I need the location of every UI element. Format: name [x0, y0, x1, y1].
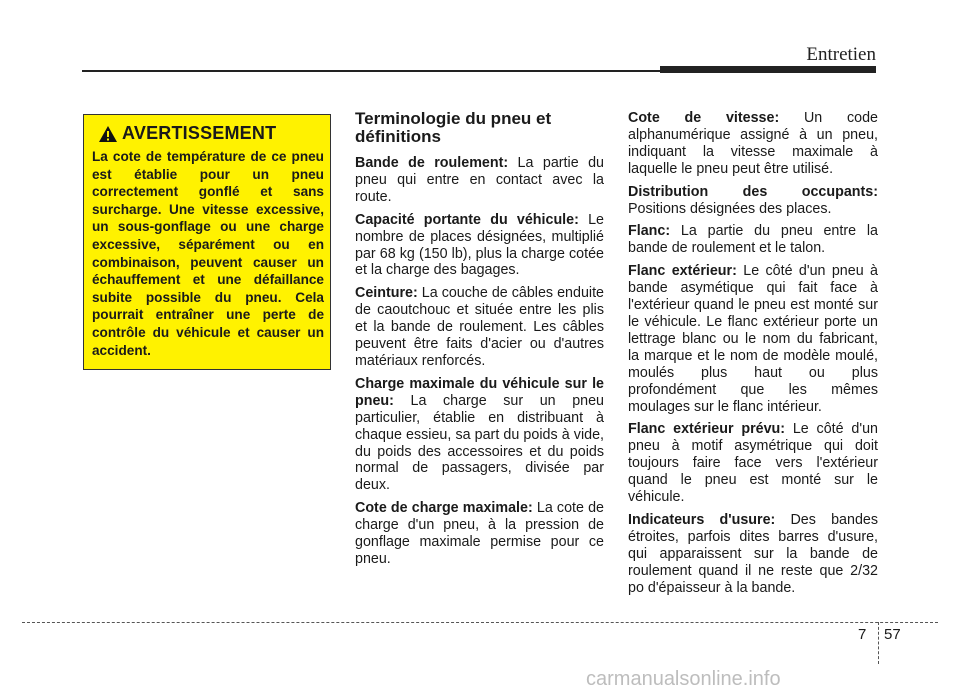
- definition-term: Bande de roulement:: [355, 155, 509, 171]
- footer-divider: [878, 622, 879, 664]
- definition-text: La couche de câbles enduite de caoutchouc et située entre les plis et la bande de roulement. Les câbles peuvent être faits d'acier ou d'autres matériaux renforcés.: [355, 285, 604, 369]
- definition-term: Charge maximale du véhicule sur le pneu:: [355, 375, 604, 409]
- chapter-number: 7: [858, 626, 867, 643]
- definition-text: La charge sur un pneu particulier, établie en distribuant à chaque essieu, sa part du poids à vide, du poids des accessoires et du poids normal de passagers, divisée par deux.: [355, 392, 604, 494]
- definition-term: Distribution des occupants:: [628, 183, 878, 200]
- definition-entry: [355, 376, 604, 494]
- definition-term: Flanc extérieur prévu:: [628, 421, 786, 438]
- definition-term: Ceinture:: [355, 285, 418, 302]
- watermark: carmanualsonline.info: [586, 668, 781, 690]
- definition-term: Flanc:: [628, 223, 671, 240]
- definition-term: Flanc extérieur:: [628, 263, 737, 280]
- header-rule-accent: [660, 66, 876, 73]
- definition-term: Cote de vitesse:: [628, 110, 780, 126]
- definition-entry: [628, 512, 878, 597]
- middle-column: [355, 110, 604, 574]
- footer-rule: [22, 622, 938, 623]
- definition-text: Le côté d'un pneu à bande asymétique qui fait face à l'extérieur quand le pneu est monté sur le véhicule. Le flanc extérieur porte un lettrage blanc ou le nom du fabricant, la marque et le nom de modèle moulé, moulés plus haut ou plus profondément que les mêmes moulages sur le flanc intérieur.: [628, 263, 878, 415]
- definition-entry: [628, 184, 878, 218]
- definition-term: Cote de charge maximale:: [355, 500, 533, 517]
- right-column: [628, 110, 878, 602]
- definition-entry: [355, 155, 604, 206]
- page-number: 57: [884, 626, 901, 643]
- page-header-title: Entretien: [806, 44, 876, 65]
- warning-title: AVERTISSEMENT: [122, 123, 277, 143]
- definition-text: Des bandes étroites, parfois dites barres d'usure, qui apparaissent sur la bande de roulement quand il ne reste que 2/32 po d'épaisseur à la bande.: [628, 511, 878, 596]
- definition-text: La partie du pneu qui entre en contact avec la route.: [355, 155, 604, 205]
- definition-text: Le nombre de places désignées, multiplié par 68 kg (150 lb), plus la charge cotée et la charge des bagages.: [355, 211, 604, 279]
- definition-text: Un code alphanumérique assigné à un pneu, indiquant la vitesse maximale à laquelle le pneu peut être utilisé.: [628, 110, 878, 177]
- definition-entry: [628, 223, 878, 257]
- definition-entry: [355, 285, 604, 370]
- definition-term: Indicateurs d'usure:: [628, 511, 776, 528]
- definition-text: La partie du pneu entre la bande de roulement et le talon.: [628, 223, 878, 257]
- header-rule: [82, 70, 664, 72]
- definition-entry: [628, 263, 878, 415]
- definition-entry: [355, 212, 604, 280]
- definition-text: Le côté d'un pneu à motif asymétrique qui doit toujours faire face vers l'extérieur quand le pneu est monté sur le véhicule.: [628, 421, 878, 506]
- definition-entry: [628, 110, 878, 178]
- section-title: Terminologie du pneu et définitions: [355, 109, 552, 146]
- warning-triangle-icon: [98, 125, 118, 143]
- warning-header: [98, 123, 324, 144]
- warning-text: La cote de température de ce pneu est établie pour un pneu correctement gonflé et sans surcharge. Une vitesse excessive, un sous-gonflage ou une charge excessive, séparément ou en combinaison, peuvent causer un échauffement et une défaillance subite possible du pneu. Cela pourrait entraîner une perte de contrôle du véhicule et causer un accident.: [92, 149, 324, 358]
- definition-text: Positions désignées des places.: [628, 200, 832, 217]
- definition-term: Capacité portante du véhicule:: [355, 211, 579, 228]
- definition-entry: [628, 421, 878, 506]
- warning-box: [83, 114, 331, 370]
- definition-text: La cote de charge d'un pneu, à la pression de gonflage maximale permise pour ce pneu.: [355, 500, 604, 567]
- definition-entry: [355, 500, 604, 568]
